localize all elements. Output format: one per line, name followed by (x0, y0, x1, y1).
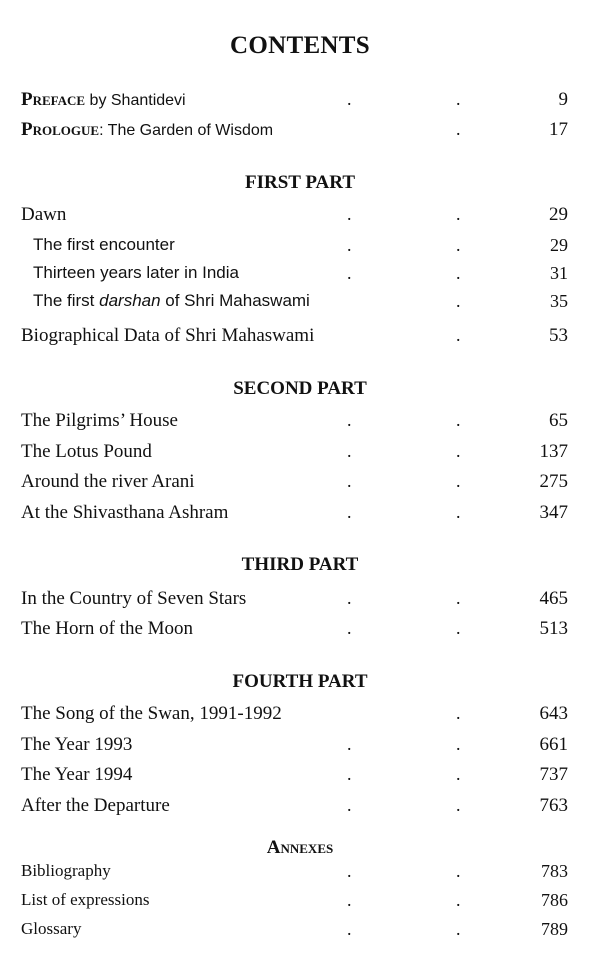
toc-entry (0, 502, 600, 528)
toc-subentry (0, 263, 600, 289)
entry-label: After the Departure (21, 795, 170, 816)
page-number: 513 (539, 618, 568, 639)
leader-dot: . (456, 502, 461, 522)
page-number: 17 (549, 119, 568, 140)
page-number: 31 (550, 263, 568, 283)
leader-dot: . (456, 890, 461, 910)
entry-label: The first encounter (33, 235, 175, 254)
entry-label: The Year 1993 (21, 734, 133, 755)
page-number: 29 (550, 235, 568, 255)
leader-dot: . (347, 89, 352, 109)
leader-dot: . (347, 588, 352, 608)
leader-dot: . (347, 204, 352, 224)
toc-entry (0, 204, 600, 230)
page-number: 783 (541, 861, 568, 881)
page-title: CONTENTS (230, 32, 370, 59)
section-heading-second-part: SECOND PART (233, 378, 367, 399)
toc-entry (0, 734, 600, 760)
leader-dot: . (456, 919, 461, 939)
entry-label: Dawn (21, 204, 67, 225)
entry-label: The Year 1994 (21, 764, 133, 785)
entry-label: The Song of the Swan, 1991-1992 (21, 703, 282, 724)
entry-label: Biographical Data of Shri Mahaswami (21, 325, 315, 346)
leader-dot: . (347, 235, 352, 255)
leader-dot: . (456, 235, 461, 255)
entry-label: List of expressions (21, 890, 150, 909)
entry-label: Preface by Shantidevi (21, 89, 186, 110)
toc-entry (0, 861, 600, 887)
leader-dot: . (456, 291, 461, 311)
toc-entry (0, 890, 600, 916)
toc-entry (0, 618, 600, 644)
leader-dot: . (456, 618, 461, 638)
leader-dot: . (456, 588, 461, 608)
entry-label: Glossary (21, 919, 82, 938)
entry-label: Thirteen years later in India (33, 263, 239, 282)
toc-entry-preface (0, 89, 600, 115)
toc-entry (0, 703, 600, 729)
leader-dot: . (456, 734, 461, 754)
toc-entry (0, 471, 600, 497)
entry-label: The Horn of the Moon (21, 618, 194, 639)
leader-dot: . (456, 204, 461, 224)
page-number: 763 (539, 795, 568, 816)
toc-entry (0, 410, 600, 436)
leader-dot: . (456, 703, 461, 723)
leader-dot: . (347, 618, 352, 638)
leader-dot: . (456, 861, 461, 881)
leader-dot: . (347, 919, 352, 939)
section-heading-annexes: Annexes (266, 837, 334, 858)
page-number: 65 (549, 410, 568, 431)
leader-dot: . (347, 764, 352, 784)
leader-dot: . (347, 471, 352, 491)
entry-label: The Lotus Pound (21, 441, 152, 462)
page-number: 786 (541, 890, 568, 910)
leader-dot: . (456, 764, 461, 784)
section-heading-first-part: FIRST PART (244, 172, 355, 193)
entry-label: Around the river Arani (21, 471, 195, 492)
leader-dot: . (347, 795, 352, 815)
entry-label: At the Shivasthana Ashram (21, 502, 229, 523)
leader-dot: . (347, 734, 352, 754)
page-number: 137 (539, 441, 568, 462)
toc-subentry (0, 235, 600, 261)
toc-entry (0, 325, 600, 351)
entry-label: In the Country of Seven Stars (21, 588, 247, 609)
leader-dot: . (347, 410, 352, 430)
leader-dot: . (347, 502, 352, 522)
leader-dot: . (456, 89, 461, 109)
leader-dot: . (456, 795, 461, 815)
leader-dot: . (456, 325, 461, 345)
leader-dot: . (347, 441, 352, 461)
entry-label: The Pilgrims’ House (21, 410, 178, 431)
page-number: 347 (539, 502, 568, 523)
leader-dot: . (347, 861, 352, 881)
toc-entry (0, 919, 600, 945)
entry-label: Bibliography (21, 861, 111, 880)
leader-dot: . (347, 890, 352, 910)
page-number: 29 (549, 204, 568, 225)
leader-dot: . (456, 471, 461, 491)
section-heading-fourth-part: FOURTH PART (232, 671, 368, 692)
toc-entry (0, 441, 600, 467)
page-number: 275 (539, 471, 568, 492)
leader-dot: . (456, 119, 461, 139)
entry-label: Prologue: The Garden of Wisdom (21, 119, 274, 140)
leader-dot: . (456, 441, 461, 461)
page-number: 35 (550, 291, 568, 311)
page-number: 465 (539, 588, 568, 609)
page-number: 643 (539, 703, 568, 724)
page-number: 737 (539, 764, 568, 785)
toc-entry (0, 764, 600, 790)
page-number: 661 (539, 734, 568, 755)
page-number: 9 (558, 89, 568, 110)
toc-entry (0, 588, 600, 614)
page-number: 53 (549, 325, 568, 346)
toc-entry-prologue (0, 119, 600, 145)
leader-dot: . (347, 263, 352, 283)
page-number: 789 (541, 919, 568, 939)
leader-dot: . (456, 263, 461, 283)
leader-dot: . (456, 410, 461, 430)
entry-label: The first darshan of Shri Mahaswami (33, 291, 310, 310)
toc-entry (0, 795, 600, 821)
section-heading-third-part: THIRD PART (241, 554, 359, 575)
toc-subentry (0, 291, 600, 317)
